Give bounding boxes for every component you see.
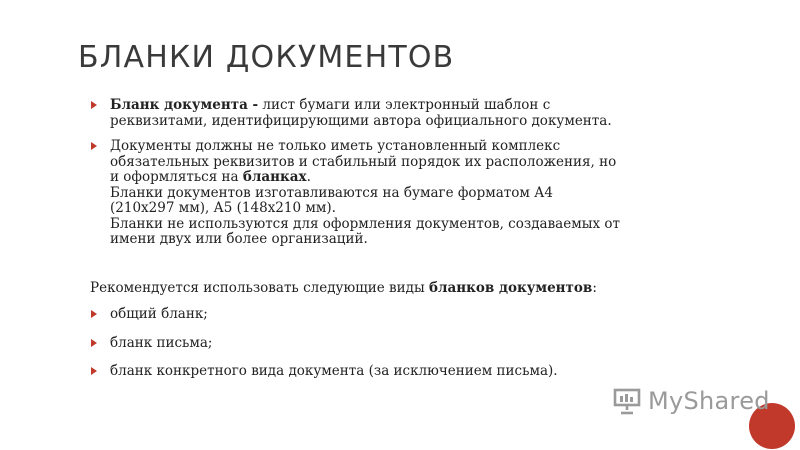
- bullet-arrow-icon: [91, 142, 97, 150]
- slide-content: [90, 98, 620, 393]
- requirements-text: Документы должны не только иметь установленный комплекс обязательных реквизитов и стабильный порядок их расположения, но и оформляться на: [110, 138, 617, 185]
- definition-paragraph: [110, 98, 620, 129]
- watermark-text: MyShared: [648, 387, 770, 415]
- list-item: [90, 336, 620, 352]
- recommend-paragraph: [90, 281, 620, 297]
- bullet-arrow-icon: [91, 310, 97, 318]
- recommend-end: :: [592, 279, 597, 296]
- slide-title: БЛАНКИ ДОКУМЕНТОВ: [78, 40, 455, 75]
- definition-text: лист бумаги или электронный шаблон с реквизитами, идентифицирующими автора официального документа.: [110, 97, 612, 129]
- list-item-text: бланк письма;: [110, 334, 213, 351]
- recommend-bold: бланков документов: [428, 279, 593, 296]
- definition-term: Бланк документа -: [110, 97, 259, 113]
- bullet-definition: [90, 98, 620, 129]
- requirements-end: .: [306, 169, 311, 185]
- requirements-paragraph: [110, 139, 620, 186]
- requirements-bold: бланках: [242, 169, 307, 185]
- list-item: [90, 364, 620, 380]
- bullet-arrow-icon: [91, 339, 97, 347]
- recommend-text: Рекомендуется использовать следующие виды: [90, 279, 429, 296]
- list-item: [90, 307, 620, 323]
- watermark: [610, 381, 800, 450]
- list-item-text: общий бланк;: [110, 306, 208, 322]
- restriction-paragraph: Бланки не используются для оформления документов, создаваемых от имени двух или более организаций.: [110, 215, 620, 247]
- formats-paragraph: Бланки документов изготавливаются на бумаге форматом А4 (210х297 мм), А5 (148х210 мм).: [110, 184, 553, 216]
- presentation-board-icon: [612, 386, 642, 416]
- bullet-arrow-icon: [91, 101, 97, 109]
- list-item-text: бланк конкретного вида документа (за исключением письма).: [110, 363, 558, 379]
- bullet-requirements: [90, 139, 620, 248]
- bullet-arrow-icon: [91, 367, 97, 375]
